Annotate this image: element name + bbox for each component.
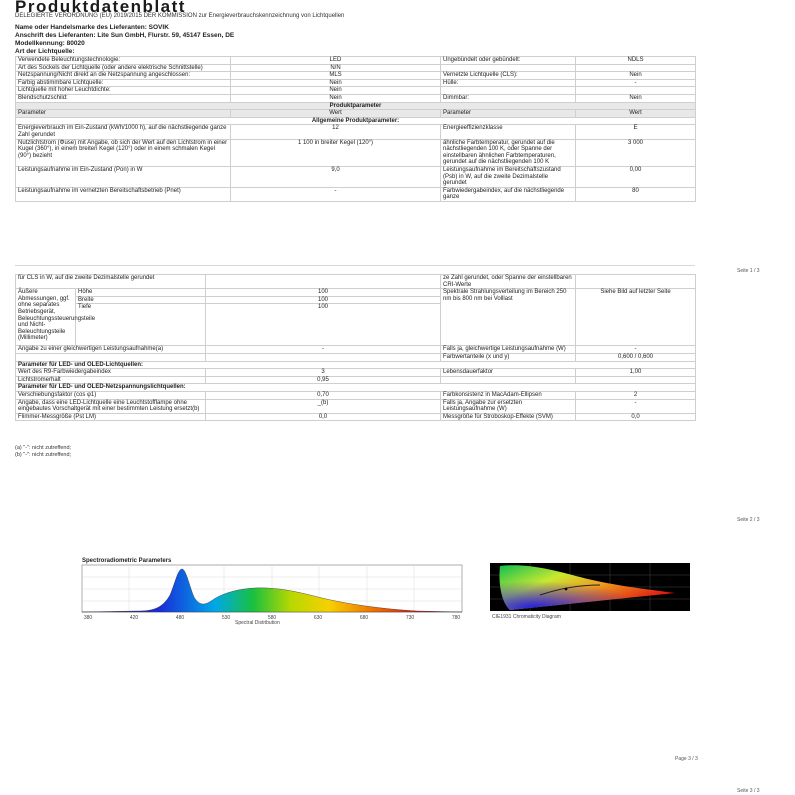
survival-factor-value: 1,00 bbox=[576, 369, 696, 377]
light-source-cell: Nein bbox=[231, 79, 441, 87]
supplier-name: Name oder Handelsmarke des Lieferanten: SOVIK bbox=[15, 24, 169, 31]
spectrum-x-tick: 480 bbox=[175, 615, 185, 621]
mains-param-cell: 2 bbox=[576, 391, 696, 399]
cell-cont-3: ze Zahl gerundet, oder Spanne der einstellbaren CRI-Werte bbox=[441, 275, 576, 289]
spectrum-x-tick: 420 bbox=[129, 615, 139, 621]
chromaticity-value: 0,600 / 0,600 bbox=[576, 353, 696, 361]
light-source-cell: Nein bbox=[576, 72, 696, 80]
lumen-maintenance-blank bbox=[441, 376, 576, 384]
general-param-row bbox=[16, 125, 696, 139]
general-param-cell: 3 000 bbox=[576, 139, 696, 166]
general-param-cell: Energieverbrauch im Ein-Zustand (kWh/1000 h), auf die nächstliegende ganze Zahl gerundet bbox=[16, 125, 231, 139]
spectrum-x-label: Spectral Distribution bbox=[235, 620, 280, 626]
general-param-cell: 0,00 bbox=[576, 166, 696, 187]
spectrum-x-tick: 530 bbox=[221, 615, 231, 621]
light-source-row bbox=[16, 64, 696, 72]
light-source-cell bbox=[441, 64, 576, 72]
supplier-address: Anschrift des Lieferanten: Lite Sun GmbH, Flurstr. 59, 45147 Essen, DE bbox=[15, 32, 235, 39]
mains-param-cell: 0,0 bbox=[206, 413, 441, 421]
mains-param-cell: - bbox=[576, 399, 696, 413]
mains-param-cell: 0,0 bbox=[576, 413, 696, 421]
mains-param-cell: Farbkonsistenz in MacAdam-Ellipsen bbox=[441, 391, 576, 399]
light-source-cell: Lichtquelle mit hoher Leuchtdichte: bbox=[16, 87, 231, 95]
dim-depth-label: Tiefe bbox=[76, 304, 206, 346]
general-param-row bbox=[16, 139, 696, 166]
page-number-small: Page 3 / 3 bbox=[675, 756, 698, 762]
general-param-cell: - bbox=[231, 187, 441, 201]
cell-cont-4 bbox=[576, 275, 696, 289]
survival-factor-label: Lebensdauerfaktor bbox=[441, 369, 576, 377]
light-source-cell: Hülle: bbox=[441, 79, 576, 87]
general-parameter-rows bbox=[16, 125, 696, 202]
col-header-value: Wert bbox=[231, 110, 441, 118]
dim-height-label: Höhe bbox=[76, 289, 206, 297]
page-title: Produktdatenblatt bbox=[15, 0, 186, 16]
col-header-value-2: Wert bbox=[576, 110, 696, 118]
light-source-row bbox=[16, 57, 696, 65]
light-source-cell: Netzspannung/Nicht direkt an die Netzspannung angeschlossen: bbox=[16, 72, 231, 80]
light-source-cell: Art des Sockels der Lichtquelle (oder andere elektrische Schnittstelle) bbox=[16, 64, 231, 72]
spectrum-x-tick: 630 bbox=[313, 615, 323, 621]
light-source-cell bbox=[576, 64, 696, 72]
equivalent-power-label: Angabe zu einer gleichwertigen Leistungsaufnahme(a) bbox=[16, 346, 206, 354]
lumen-maintenance-label: Lichtstromerhalt bbox=[16, 376, 206, 384]
light-source-row bbox=[16, 72, 696, 80]
cie-chromaticity-point bbox=[565, 588, 568, 591]
mains-param-cell: _(b) bbox=[206, 399, 441, 413]
mains-rows bbox=[16, 391, 696, 420]
mains-param-cell: Angabe, dass eine LED-Lichtquelle eine Leuchtstofflampe ohne eingebautes Vorschaltgerät mit einer bestimmten Leistung ersetzt(b) bbox=[16, 399, 206, 413]
dim-width-label: Breite bbox=[76, 296, 206, 304]
mains-section-header: Parameter für LED- und OLED-Netzspannungslichtquellen: bbox=[16, 384, 696, 392]
page-separator bbox=[15, 265, 695, 266]
r9-value: 3 bbox=[206, 369, 441, 377]
mains-param-cell: Falls ja, Angabe zur ersetzten Leistungsaufnahme (W) bbox=[441, 399, 576, 413]
chromaticity-blank bbox=[16, 353, 206, 361]
spectrum-x-tick: 580 bbox=[267, 615, 277, 621]
led-section-header: Parameter für LED- und OLED-Lichtquellen: bbox=[16, 361, 696, 369]
r9-label: Wert des R9-Farbwiedergabeindex bbox=[16, 369, 206, 377]
light-source-cell: Nein bbox=[231, 87, 441, 95]
light-source-row bbox=[16, 79, 696, 87]
mains-param-cell: Messgröße für Stroboskop-Effekte (SVM) bbox=[441, 413, 576, 421]
product-parameters-header: Produktparameter bbox=[16, 102, 696, 110]
light-source-cell: Dimmbar: bbox=[441, 94, 576, 102]
spectrum-chart bbox=[82, 565, 462, 620]
mains-param-row bbox=[16, 399, 696, 413]
general-param-cell: 1 100 in breiter Kegel (120°) bbox=[231, 139, 441, 166]
col-header-parameter-2: Parameter bbox=[441, 110, 576, 118]
light-source-cell: - bbox=[576, 79, 696, 87]
cie-x-label: CIE1931 Chromaticity Diagram bbox=[492, 614, 561, 620]
light-source-cell: Blendschutzschild: bbox=[16, 94, 231, 102]
light-source-cell: Ungebündelt oder gebündelt: bbox=[441, 57, 576, 65]
cell-cont-1: für CLS in W, auf die zweite Dezimalstelle gerundet bbox=[16, 275, 206, 289]
general-param-cell: Energieeffizienzklasse bbox=[441, 125, 576, 139]
spectrum-chart-title: Spectroradiometric Parameters bbox=[82, 558, 172, 564]
equivalent-power-w-label: Falls ja, gleichwertige Leistungsaufnahme (W) bbox=[441, 346, 576, 354]
light-source-cell bbox=[576, 87, 696, 95]
page-number-1: Seite 1 / 3 bbox=[737, 268, 760, 274]
page-number-3: Seite 3 / 3 bbox=[737, 788, 760, 794]
chromaticity-blank-2 bbox=[206, 353, 441, 361]
model-id: Modellkennung: 80020 bbox=[15, 40, 85, 47]
general-param-cell: Leistungsaufnahme im vernetzten Bereitschaftsbetrieb (Pnet) bbox=[16, 187, 231, 201]
equivalent-power-value: - bbox=[206, 346, 441, 354]
light-source-rows bbox=[16, 57, 696, 103]
mains-param-cell: 0,70 bbox=[206, 391, 441, 399]
footnote-b: (b) "-": nicht zutreffend; bbox=[15, 452, 72, 458]
dimensions-label: Äußere Abmessungen, ggf. ohne separates Betriebsgerät, Beleuchtungssteuerungsteile und Nicht-Beleuchtungsteile (Millimeter) bbox=[16, 289, 76, 346]
light-source-cell: N/N bbox=[231, 64, 441, 72]
equivalent-power-w-value: - bbox=[576, 346, 696, 354]
general-param-cell: Nutzlichtstrom (Φuse) mit Angabe, ob sich der Wert auf den Lichtstrom in einer Kugel (360°), in einem breiten Kegel (120°) oder in einem schmalen Kegel (90°) bezieht bbox=[16, 139, 231, 166]
spectrum-x-tick: 380 bbox=[83, 615, 93, 621]
light-source-cell bbox=[441, 87, 576, 95]
dim-height-value: 100 bbox=[206, 289, 441, 297]
lumen-maintenance-blank-2 bbox=[576, 376, 696, 384]
spectral-distribution-value: Siehe Bild auf letzter Seite bbox=[576, 289, 696, 346]
light-source-row bbox=[16, 87, 696, 95]
light-source-cell: LED bbox=[231, 57, 441, 65]
light-source-table bbox=[15, 56, 696, 202]
cell-cont-2 bbox=[206, 275, 441, 289]
mains-param-cell: Verschiebungsfaktor (cos φ1) bbox=[16, 391, 206, 399]
light-source-cell: Verwendete Beleuchtungstechnologie: bbox=[16, 57, 231, 65]
general-param-cell: E bbox=[576, 125, 696, 139]
spectral-distribution-label: Spektrale Strahlungsverteilung im Bereich 250 nm bis 800 nm bei Volllast bbox=[441, 289, 576, 346]
spectrum-x-tick: 780 bbox=[451, 615, 461, 621]
col-header-parameter: Parameter bbox=[16, 110, 231, 118]
parameters-table-continued bbox=[15, 274, 696, 421]
dim-width-value: 100 bbox=[206, 296, 441, 304]
light-source-cell: Nein bbox=[576, 94, 696, 102]
light-source-type-label: Art der Lichtquelle: bbox=[15, 48, 75, 55]
general-param-row bbox=[16, 166, 696, 187]
general-param-cell: Leistungsaufnahme im Ein-Zustand (Pon) in W bbox=[16, 166, 231, 187]
general-param-cell: 80 bbox=[576, 187, 696, 201]
light-source-row bbox=[16, 94, 696, 102]
spectrum-x-tick: 680 bbox=[359, 615, 369, 621]
general-param-cell: Leistungsaufnahme im Bereitschaftszustand (Psb) in W, auf die zweite Dezimalstelle gerundet bbox=[441, 166, 576, 187]
mains-param-row bbox=[16, 391, 696, 399]
footnote-a: (a) "-": nicht zutreffend; bbox=[15, 445, 72, 451]
cie-chromaticity-chart bbox=[470, 563, 695, 615]
general-param-row bbox=[16, 187, 696, 201]
lumen-maintenance-value: 0,95 bbox=[206, 376, 441, 384]
chromaticity-label: Farbwertanteile (x und y) bbox=[441, 353, 576, 361]
light-source-cell: MLS bbox=[231, 72, 441, 80]
general-param-cell: Farbwiedergabeindex, auf die nächstliegende ganze bbox=[441, 187, 576, 201]
light-source-cell: Nein bbox=[231, 94, 441, 102]
light-source-cell: Vernetzte Lichtquelle (CLS): bbox=[441, 72, 576, 80]
mains-param-row bbox=[16, 413, 696, 421]
light-source-cell: NDLS bbox=[576, 57, 696, 65]
general-param-cell: 9,0 bbox=[231, 166, 441, 187]
general-param-cell: 12 bbox=[231, 125, 441, 139]
general-param-cell: ähnliche Farbtemperatur, gerundet auf die nächstliegenden 100 K, oder Spanne der einstellbaren ähnlichen Farbtemperaturen, gerundet auf die nächstliegenden 100 K bbox=[441, 139, 576, 166]
page-number-2: Seite 2 / 3 bbox=[737, 517, 760, 523]
regulation-subtitle: DELEGIERTE VERORDNUNG (EU) 2019/2015 DER KOMMISSION zur Energieverbrauchskennzeichnung von Lichtquellen bbox=[15, 13, 345, 19]
general-parameters-header: Allgemeine Produktparameter: bbox=[16, 117, 696, 125]
mains-param-cell: Flimmer-Messgröße (Pst LM) bbox=[16, 413, 206, 421]
dim-depth-value: 100 bbox=[206, 304, 441, 346]
light-source-cell: Farbig abstimmbare Lichtquelle: bbox=[16, 79, 231, 87]
spectrum-x-tick: 730 bbox=[405, 615, 415, 621]
